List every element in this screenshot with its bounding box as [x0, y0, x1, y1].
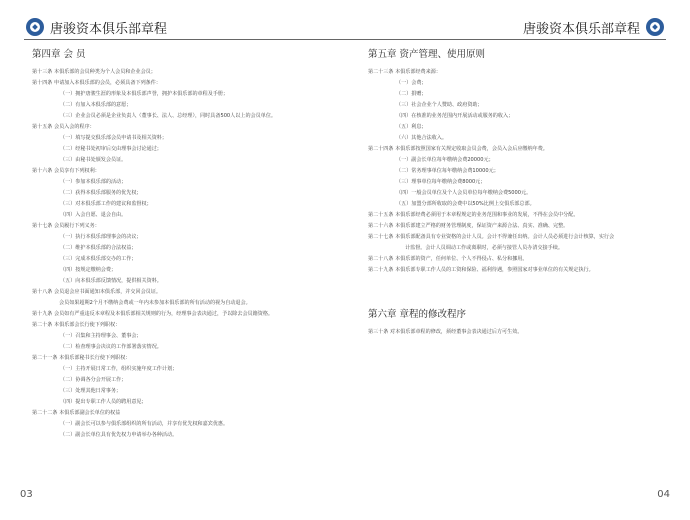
clause-line: （三）社会企业个人赞助、政府资助； [396, 102, 483, 108]
club-logo-icon [646, 18, 664, 36]
header-rule [24, 39, 345, 40]
clause-line: （二）获得本俱乐部服务的优先权； [60, 190, 142, 196]
continuation-line: 计监督。会计人员调动工作或离职时，必须与接管人员办清交接手续。 [405, 245, 563, 251]
clause-line: （三）完成本俱乐部交办的工作； [60, 256, 137, 262]
clause-line: （一）召集和主持理事会、董事会； [60, 333, 142, 339]
left-lines [32, 67, 339, 441]
section-spacer [368, 276, 678, 308]
article-line: 第二十六条 本俱乐部建立严格的财务管理制度，保证资产来源合法、真实、准确、完整。 [368, 223, 569, 229]
clause-line: （二）检查理事会决议的工作部署落实情况。 [60, 344, 162, 350]
clause-line: （一）执行本俱乐部理事会的决议； [60, 234, 142, 240]
article-line: 第十四条 申请加入本俱乐部的会员，必须具备下列条件： [32, 80, 161, 86]
clause-line: （五）向本俱乐部反馈情况，提供相关资料。 [60, 278, 162, 284]
clause-line: （三）对本俱乐部工作的建议和监督权； [60, 201, 152, 207]
clause-line: （四）提出专职工作人员的聘用意见； [60, 399, 147, 405]
article-line: 第二十七条 本俱乐部配备具有专业资格的会计人员。会计不得兼任出纳。会计人员必须进行会计核算，实行会 [368, 234, 615, 240]
article-line: 第二十三条 本俱乐部经费来源： [368, 69, 441, 75]
clause-line: （一）参加本俱乐部的活动； [60, 179, 127, 185]
clause-line: （四）一般会员单位及个人会员单位每年缴纳会费5000元。 [396, 190, 532, 196]
clause-line: （三）企业会员必须是企业负责人（董事长、法人、总经理），同时具备500人以上的会员单位。 [60, 113, 277, 119]
article-line: 第三十条 对本俱乐部章程的修改，须经董事会表决通过后方可生效。 [368, 329, 523, 335]
clause-line: （一）副会长单位每年缴纳会费20000元； [396, 157, 494, 163]
clause-line: （二）常务理事单位每年缴纳会费10000元； [396, 168, 499, 174]
page-number: 04 [657, 489, 670, 500]
article-line: 第二十五条 本俱乐部经费必须用于本章程规定的业务范围和事业的发展，不得在会员中分配。 [368, 212, 579, 218]
clause-line: （四）按规定缴纳会费； [60, 267, 117, 273]
article-line: 第十八条 会员退会应书面通知本俱乐部，并交回会员证。 [32, 289, 161, 295]
article-line: 第十五条 会员入会的程序： [32, 124, 95, 130]
clause-line: （二）副会长单位具有优先权力申请举办各种活动。 [60, 432, 178, 438]
article-line: 第十三条 本俱乐部的会员种类为个人会员和企业会员； [32, 69, 156, 75]
continuation-line: 会员如果超期2个月不缴纳会费或一年内未参加本俱乐部的所有活动的视为自动退会。 [59, 300, 251, 306]
chapter5-lines [368, 67, 678, 276]
clause-line: （四）入会自愿、退会自由。 [60, 212, 127, 218]
header-title: 唐骏资本俱乐部章程 [50, 21, 168, 37]
clause-line: （一）副会长可以参与俱乐部组织的所有活动，并享有优先权和嘉宾优惠。 [60, 421, 229, 427]
club-logo-icon [26, 18, 44, 36]
chapter-title: 第四章 会 员 [32, 49, 86, 60]
clause-line: （三）处理其他日常事务； [60, 388, 122, 394]
right-header [517, 16, 664, 38]
chapter-title: 第六章 章程的修改程序 [368, 309, 467, 320]
chapter-title: 第五章 资产管理、使用原则 [368, 49, 486, 60]
article-line: 第二十九条 本俱乐部专职工作人员的工资和保险、福利待遇，参照国家对事业单位的有关规定执行。 [368, 267, 594, 273]
clause-line: （二）有加入本俱乐部的意愿； [60, 102, 132, 108]
left-header [26, 16, 173, 38]
clause-line: （二）维护本俱乐部的合法权益； [60, 245, 137, 251]
clause-line: （一）主持开展日常工作，组织实施年度工作计划； [60, 366, 178, 372]
clause-line: （一）会费； [396, 80, 427, 86]
clause-line: （四）在核准的业务范围内开展活动或服务的收入； [396, 113, 514, 119]
header-title: 唐骏资本俱乐部章程 [522, 21, 640, 37]
clause-line: （五）利息； [396, 124, 427, 130]
article-line: 第二十二条 本俱乐部副会长单位的权益 [32, 410, 121, 416]
clause-line: （二）捐赠； [396, 91, 427, 97]
clause-line: （三）理事单位每年缴纳会费8000元； [396, 179, 486, 185]
clause-line: （五）加盟分部所收取的会费中以50%比例上交俱乐部总部。 [396, 201, 535, 207]
article-line: 第十六条 会员享有下列权利： [32, 168, 100, 174]
page-number: 03 [20, 489, 33, 500]
header-rule [345, 39, 666, 40]
article-line: 第二十一条 本俱乐部秘书长行使下列职权： [32, 355, 131, 361]
article-line: 第二十四条 本俱乐部按照国家有关规定收取会员会费，会员入会后应缴纳年费。 [368, 146, 548, 152]
article-line: 第十九条 会员如有严重违反本章程及本俱乐部相关规则的行为，经理事会表决通过，予以除去会员籍资格。 [32, 311, 274, 317]
article-line: 第二十条 本俱乐部会长行使下列职权： [32, 322, 121, 328]
article-line: 第十七条 会员履行下列义务： [32, 223, 100, 229]
left-content [32, 48, 339, 441]
clause-line: （一）填写提交俱乐部会员申请书及相关资料； [60, 135, 167, 141]
clause-line: （三）由秘书处颁发会员证。 [60, 157, 127, 163]
right-page [345, 0, 690, 520]
article-line: 第二十八条 本俱乐部的资产，任何单位、个人不得侵占、私分和挪用。 [368, 256, 528, 262]
chapter6-lines [368, 327, 678, 338]
clause-line: （六）其他合法收入。 [396, 135, 447, 141]
clause-line: （一）拥护唐骏生涯的形象及本俱乐部声誉，拥护本俱乐部的章程及手册； [60, 91, 229, 97]
clause-line: （二）协调各分会开展工作； [60, 377, 127, 383]
right-content [368, 48, 678, 338]
clause-line: （二）经秘书处初审后交由理事会讨论通过； [60, 146, 162, 152]
